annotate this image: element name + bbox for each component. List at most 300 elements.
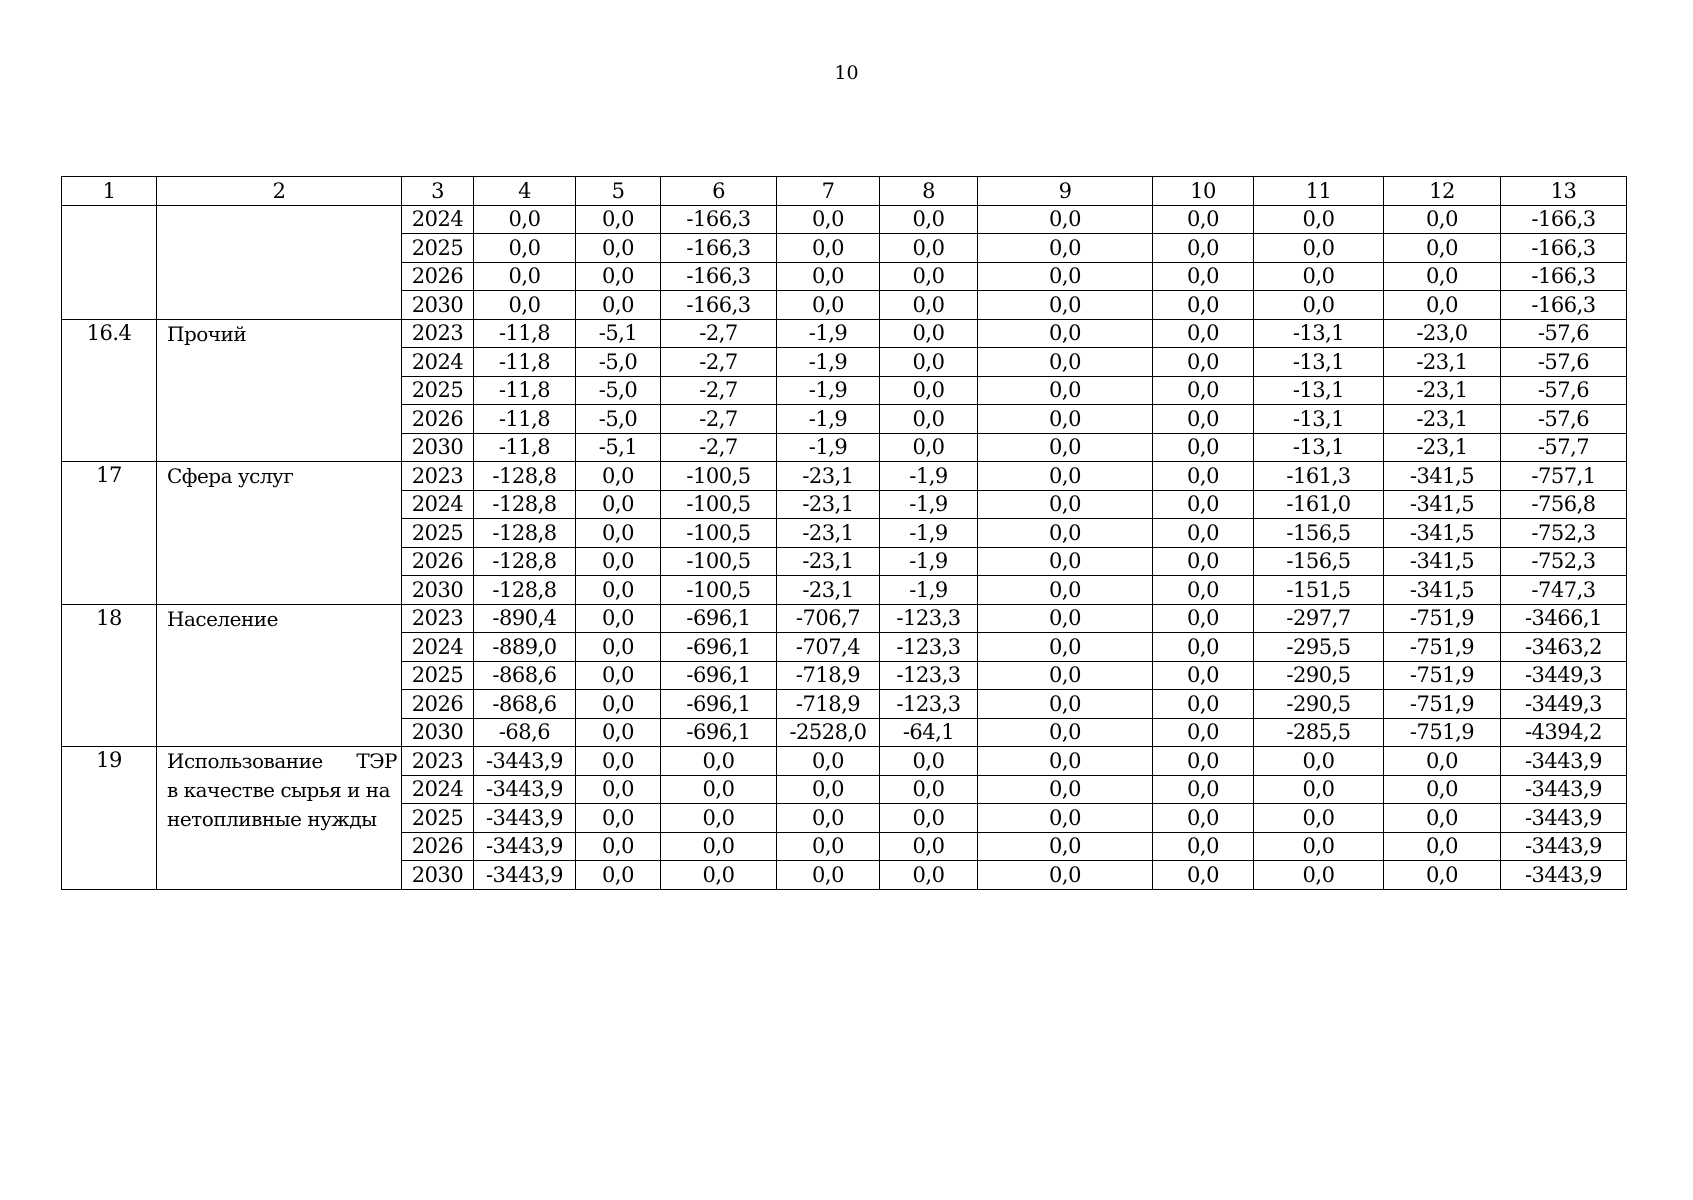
header-cell-col-10: 10: [1153, 177, 1254, 206]
year-cell: 2030: [402, 291, 474, 320]
value-cell-col-8: -123,3: [880, 604, 978, 633]
value-cell-col-5: -5,0: [576, 405, 661, 434]
value-cell-col-4: -868,6: [474, 690, 576, 719]
value-cell-col-10: 0,0: [1153, 775, 1254, 804]
value-cell-col-9: 0,0: [978, 633, 1153, 662]
value-cell-col-7: -1,9: [777, 319, 880, 348]
value-cell-col-11: 0,0: [1254, 832, 1384, 861]
value-cell-col-7: -23,1: [777, 576, 880, 605]
header-cell-col-7: 7: [777, 177, 880, 206]
value-cell-col-6: 0,0: [661, 804, 777, 833]
year-cell: 2030: [402, 433, 474, 462]
energy-balance-table: [61, 176, 1627, 890]
value-cell-col-5: 0,0: [576, 519, 661, 548]
value-cell-col-12: 0,0: [1384, 262, 1501, 291]
value-cell-col-9: 0,0: [978, 604, 1153, 633]
value-cell-col-12: -751,9: [1384, 661, 1501, 690]
value-cell-col-12: 0,0: [1384, 775, 1501, 804]
value-cell-col-6: -696,1: [661, 661, 777, 690]
value-cell-col-9: 0,0: [978, 519, 1153, 548]
value-cell-col-6: -696,1: [661, 633, 777, 662]
year-cell: 2026: [402, 405, 474, 434]
value-cell-col-6: -2,7: [661, 433, 777, 462]
value-cell-col-4: 0,0: [474, 205, 576, 234]
header-cell-col-2: 2: [157, 177, 402, 206]
value-cell-col-9: 0,0: [978, 861, 1153, 890]
year-cell: 2026: [402, 832, 474, 861]
value-cell-col-8: 0,0: [880, 319, 978, 348]
value-cell-col-7: -718,9: [777, 690, 880, 719]
row-number-cell: 17: [62, 462, 157, 605]
value-cell-col-5: 0,0: [576, 604, 661, 633]
row-name-first-line: [167, 747, 397, 776]
value-cell-col-11: 0,0: [1254, 205, 1384, 234]
value-cell-col-10: 0,0: [1153, 205, 1254, 234]
value-cell-col-11: 0,0: [1254, 262, 1384, 291]
value-cell-col-10: 0,0: [1153, 690, 1254, 719]
value-cell-col-9: 0,0: [978, 262, 1153, 291]
value-cell-col-8: 0,0: [880, 747, 978, 776]
value-cell-col-7: -2528,0: [777, 718, 880, 747]
page-number: 10: [834, 62, 859, 84]
value-cell-col-7: -1,9: [777, 405, 880, 434]
value-cell-col-7: -706,7: [777, 604, 880, 633]
value-cell-col-11: -13,1: [1254, 376, 1384, 405]
year-cell: 2030: [402, 718, 474, 747]
value-cell-col-11: 0,0: [1254, 234, 1384, 263]
row-name-cell: Сфера услуг: [157, 462, 402, 605]
row-number-cell: 16.4: [62, 319, 157, 462]
value-cell-col-10: 0,0: [1153, 433, 1254, 462]
value-cell-col-7: 0,0: [777, 804, 880, 833]
value-cell-col-4: -128,8: [474, 462, 576, 491]
value-cell-col-13: -752,3: [1501, 519, 1627, 548]
value-cell-col-10: 0,0: [1153, 319, 1254, 348]
value-cell-col-9: 0,0: [978, 234, 1153, 263]
table-row: [62, 462, 1627, 491]
value-cell-col-13: -57,7: [1501, 433, 1627, 462]
value-cell-col-6: -166,3: [661, 234, 777, 263]
value-cell-col-4: -11,8: [474, 348, 576, 377]
value-cell-col-9: 0,0: [978, 547, 1153, 576]
row-name-rest: в качестве сырья и на нетопливные нужды: [167, 778, 391, 831]
value-cell-col-5: 0,0: [576, 291, 661, 320]
value-cell-col-7: 0,0: [777, 775, 880, 804]
value-cell-col-8: 0,0: [880, 804, 978, 833]
value-cell-col-8: 0,0: [880, 832, 978, 861]
year-cell: 2024: [402, 775, 474, 804]
value-cell-col-6: -100,5: [661, 547, 777, 576]
value-cell-col-11: 0,0: [1254, 861, 1384, 890]
value-cell-col-13: -166,3: [1501, 234, 1627, 263]
header-cell-col-9: 9: [978, 177, 1153, 206]
value-cell-col-4: -11,8: [474, 376, 576, 405]
year-cell: 2030: [402, 861, 474, 890]
value-cell-col-10: 0,0: [1153, 747, 1254, 776]
value-cell-col-11: 0,0: [1254, 804, 1384, 833]
value-cell-col-9: 0,0: [978, 775, 1153, 804]
value-cell-col-10: 0,0: [1153, 861, 1254, 890]
year-cell: 2030: [402, 576, 474, 605]
value-cell-col-11: -285,5: [1254, 718, 1384, 747]
value-cell-col-10: 0,0: [1153, 661, 1254, 690]
value-cell-col-10: 0,0: [1153, 519, 1254, 548]
value-cell-col-11: -161,0: [1254, 490, 1384, 519]
header-cell-col-12: 12: [1384, 177, 1501, 206]
table-row: [62, 747, 1627, 776]
value-cell-col-12: -751,9: [1384, 718, 1501, 747]
value-cell-col-8: -64,1: [880, 718, 978, 747]
value-cell-col-13: -4394,2: [1501, 718, 1627, 747]
value-cell-col-7: -23,1: [777, 462, 880, 491]
value-cell-col-10: 0,0: [1153, 348, 1254, 377]
value-cell-col-12: -751,9: [1384, 633, 1501, 662]
value-cell-col-5: 0,0: [576, 747, 661, 776]
value-cell-col-9: 0,0: [978, 490, 1153, 519]
value-cell-col-13: -3443,9: [1501, 804, 1627, 833]
value-cell-col-10: 0,0: [1153, 376, 1254, 405]
year-cell: 2025: [402, 804, 474, 833]
value-cell-col-12: 0,0: [1384, 234, 1501, 263]
row-number-cell: [62, 205, 157, 319]
value-cell-col-9: 0,0: [978, 661, 1153, 690]
value-cell-col-6: 0,0: [661, 747, 777, 776]
value-cell-col-12: 0,0: [1384, 861, 1501, 890]
value-cell-col-8: 0,0: [880, 205, 978, 234]
value-cell-col-6: -696,1: [661, 604, 777, 633]
row-name-cell: Население: [157, 604, 402, 747]
value-cell-col-8: 0,0: [880, 433, 978, 462]
value-cell-col-10: 0,0: [1153, 462, 1254, 491]
year-cell: 2026: [402, 547, 474, 576]
value-cell-col-6: -696,1: [661, 718, 777, 747]
value-cell-col-11: -297,7: [1254, 604, 1384, 633]
value-cell-col-11: -156,5: [1254, 519, 1384, 548]
value-cell-col-9: 0,0: [978, 291, 1153, 320]
value-cell-col-10: 0,0: [1153, 547, 1254, 576]
value-cell-col-9: 0,0: [978, 690, 1153, 719]
value-cell-col-7: -1,9: [777, 348, 880, 377]
value-cell-col-4: -868,6: [474, 661, 576, 690]
value-cell-col-7: 0,0: [777, 234, 880, 263]
value-cell-col-9: 0,0: [978, 576, 1153, 605]
value-cell-col-13: -3449,3: [1501, 690, 1627, 719]
value-cell-col-9: 0,0: [978, 433, 1153, 462]
value-cell-col-4: -3443,9: [474, 861, 576, 890]
value-cell-col-12: -23,1: [1384, 433, 1501, 462]
value-cell-col-9: 0,0: [978, 319, 1153, 348]
value-cell-col-4: -890,4: [474, 604, 576, 633]
value-cell-col-8: -123,3: [880, 633, 978, 662]
value-cell-col-13: -757,1: [1501, 462, 1627, 491]
value-cell-col-4: 0,0: [474, 291, 576, 320]
value-cell-col-11: -13,1: [1254, 433, 1384, 462]
value-cell-col-8: -123,3: [880, 661, 978, 690]
value-cell-col-6: -2,7: [661, 376, 777, 405]
year-cell: 2023: [402, 604, 474, 633]
header-cell-col-1: 1: [62, 177, 157, 206]
value-cell-col-7: 0,0: [777, 747, 880, 776]
year-cell: 2025: [402, 519, 474, 548]
value-cell-col-4: -11,8: [474, 433, 576, 462]
value-cell-col-10: 0,0: [1153, 832, 1254, 861]
value-cell-col-9: 0,0: [978, 348, 1153, 377]
row-number-cell: 18: [62, 604, 157, 747]
value-cell-col-12: 0,0: [1384, 205, 1501, 234]
value-cell-col-5: 0,0: [576, 661, 661, 690]
value-cell-col-10: 0,0: [1153, 576, 1254, 605]
value-cell-col-10: 0,0: [1153, 405, 1254, 434]
value-cell-col-12: -341,5: [1384, 519, 1501, 548]
value-cell-col-5: 0,0: [576, 861, 661, 890]
value-cell-col-12: -751,9: [1384, 690, 1501, 719]
value-cell-col-8: 0,0: [880, 376, 978, 405]
value-cell-col-7: -707,4: [777, 633, 880, 662]
value-cell-col-12: 0,0: [1384, 291, 1501, 320]
value-cell-col-6: -100,5: [661, 490, 777, 519]
value-cell-col-4: -3443,9: [474, 747, 576, 776]
value-cell-col-5: -5,1: [576, 433, 661, 462]
value-cell-col-7: -1,9: [777, 376, 880, 405]
header-cell-col-4: 4: [474, 177, 576, 206]
value-cell-col-12: -341,5: [1384, 462, 1501, 491]
value-cell-col-13: -3449,3: [1501, 661, 1627, 690]
value-cell-col-8: -1,9: [880, 547, 978, 576]
value-cell-col-4: -128,8: [474, 547, 576, 576]
value-cell-col-5: 0,0: [576, 576, 661, 605]
value-cell-col-13: -57,6: [1501, 405, 1627, 434]
value-cell-col-10: 0,0: [1153, 490, 1254, 519]
value-cell-col-6: -100,5: [661, 462, 777, 491]
value-cell-col-8: -1,9: [880, 576, 978, 605]
row-name-cell: [157, 205, 402, 319]
value-cell-col-10: 0,0: [1153, 804, 1254, 833]
value-cell-col-7: -23,1: [777, 547, 880, 576]
value-cell-col-9: 0,0: [978, 405, 1153, 434]
value-cell-col-6: -696,1: [661, 690, 777, 719]
value-cell-col-12: -23,1: [1384, 376, 1501, 405]
year-cell: 2025: [402, 234, 474, 263]
value-cell-col-6: -100,5: [661, 576, 777, 605]
year-cell: 2024: [402, 205, 474, 234]
value-cell-col-4: -11,8: [474, 319, 576, 348]
header-cell-col-11: 11: [1254, 177, 1384, 206]
value-cell-col-7: 0,0: [777, 832, 880, 861]
value-cell-col-11: -295,5: [1254, 633, 1384, 662]
value-cell-col-6: -2,7: [661, 348, 777, 377]
table-header: [62, 177, 1627, 206]
value-cell-col-11: -161,3: [1254, 462, 1384, 491]
value-cell-col-9: 0,0: [978, 804, 1153, 833]
value-cell-col-10: 0,0: [1153, 262, 1254, 291]
value-cell-col-5: 0,0: [576, 718, 661, 747]
value-cell-col-12: -341,5: [1384, 547, 1501, 576]
value-cell-col-5: 0,0: [576, 234, 661, 263]
value-cell-col-6: -166,3: [661, 205, 777, 234]
value-cell-col-5: 0,0: [576, 205, 661, 234]
value-cell-col-13: -57,6: [1501, 319, 1627, 348]
value-cell-col-10: 0,0: [1153, 291, 1254, 320]
value-cell-col-4: -3443,9: [474, 804, 576, 833]
value-cell-col-9: 0,0: [978, 747, 1153, 776]
value-cell-col-7: 0,0: [777, 861, 880, 890]
value-cell-col-10: 0,0: [1153, 604, 1254, 633]
value-cell-col-9: 0,0: [978, 718, 1153, 747]
value-cell-col-7: 0,0: [777, 262, 880, 291]
table-row: [62, 604, 1627, 633]
value-cell-col-12: -23,0: [1384, 319, 1501, 348]
value-cell-col-11: 0,0: [1254, 775, 1384, 804]
table-row: [62, 205, 1627, 234]
value-cell-col-13: -166,3: [1501, 205, 1627, 234]
value-cell-col-12: 0,0: [1384, 747, 1501, 776]
value-cell-col-8: 0,0: [880, 348, 978, 377]
value-cell-col-8: 0,0: [880, 861, 978, 890]
value-cell-col-13: -3443,9: [1501, 775, 1627, 804]
header-cell-col-5: 5: [576, 177, 661, 206]
year-cell: 2024: [402, 490, 474, 519]
row-name-part: ТЭР: [356, 749, 397, 773]
value-cell-col-4: 0,0: [474, 234, 576, 263]
value-cell-col-11: -156,5: [1254, 547, 1384, 576]
value-cell-col-12: -341,5: [1384, 490, 1501, 519]
value-cell-col-5: 0,0: [576, 633, 661, 662]
value-cell-col-4: -889,0: [474, 633, 576, 662]
value-cell-col-4: -3443,9: [474, 775, 576, 804]
value-cell-col-9: 0,0: [978, 205, 1153, 234]
header-row: [62, 177, 1627, 206]
value-cell-col-6: 0,0: [661, 775, 777, 804]
value-cell-col-5: 0,0: [576, 462, 661, 491]
value-cell-col-4: -68,6: [474, 718, 576, 747]
year-cell: 2025: [402, 661, 474, 690]
value-cell-col-12: -341,5: [1384, 576, 1501, 605]
header-cell-col-13: 13: [1501, 177, 1627, 206]
value-cell-col-6: 0,0: [661, 861, 777, 890]
value-cell-col-13: -3466,1: [1501, 604, 1627, 633]
value-cell-col-13: -756,8: [1501, 490, 1627, 519]
row-number-cell: 19: [62, 747, 157, 890]
value-cell-col-5: 0,0: [576, 547, 661, 576]
header-cell-col-3: 3: [402, 177, 474, 206]
year-cell: 2023: [402, 319, 474, 348]
value-cell-col-7: -23,1: [777, 519, 880, 548]
value-cell-col-13: -57,6: [1501, 348, 1627, 377]
year-cell: 2023: [402, 462, 474, 491]
year-cell: 2024: [402, 348, 474, 377]
value-cell-col-8: -1,9: [880, 490, 978, 519]
value-cell-col-5: 0,0: [576, 775, 661, 804]
year-cell: 2023: [402, 747, 474, 776]
value-cell-col-7: -23,1: [777, 490, 880, 519]
value-cell-col-13: -3463,2: [1501, 633, 1627, 662]
value-cell-col-11: -13,1: [1254, 348, 1384, 377]
value-cell-col-5: 0,0: [576, 262, 661, 291]
value-cell-col-8: 0,0: [880, 291, 978, 320]
value-cell-col-8: 0,0: [880, 234, 978, 263]
table-row: [62, 319, 1627, 348]
value-cell-col-6: -2,7: [661, 319, 777, 348]
value-cell-col-11: 0,0: [1254, 747, 1384, 776]
value-cell-col-7: -1,9: [777, 433, 880, 462]
value-cell-col-8: 0,0: [880, 262, 978, 291]
value-cell-col-12: -23,1: [1384, 348, 1501, 377]
value-cell-col-4: -128,8: [474, 576, 576, 605]
value-cell-col-6: -2,7: [661, 405, 777, 434]
row-name-cell: Прочий: [157, 319, 402, 462]
value-cell-col-13: -747,3: [1501, 576, 1627, 605]
value-cell-col-6: -166,3: [661, 291, 777, 320]
value-cell-col-10: 0,0: [1153, 633, 1254, 662]
value-cell-col-13: -3443,9: [1501, 747, 1627, 776]
value-cell-col-11: -151,5: [1254, 576, 1384, 605]
value-cell-col-12: 0,0: [1384, 804, 1501, 833]
value-cell-col-9: 0,0: [978, 832, 1153, 861]
header-cell-col-8: 8: [880, 177, 978, 206]
year-cell: 2026: [402, 690, 474, 719]
value-cell-col-4: 0,0: [474, 262, 576, 291]
row-name-part: Использование: [167, 749, 323, 773]
value-cell-col-5: -5,1: [576, 319, 661, 348]
value-cell-col-12: -751,9: [1384, 604, 1501, 633]
value-cell-col-5: 0,0: [576, 832, 661, 861]
table-body: [62, 205, 1627, 889]
value-cell-col-10: 0,0: [1153, 234, 1254, 263]
row-name-cell: [157, 747, 402, 890]
value-cell-col-5: -5,0: [576, 348, 661, 377]
value-cell-col-4: -128,8: [474, 519, 576, 548]
value-cell-col-6: -166,3: [661, 262, 777, 291]
value-cell-col-8: -1,9: [880, 519, 978, 548]
value-cell-col-8: -1,9: [880, 462, 978, 491]
value-cell-col-13: -3443,9: [1501, 861, 1627, 890]
value-cell-col-11: -13,1: [1254, 405, 1384, 434]
value-cell-col-7: -718,9: [777, 661, 880, 690]
value-cell-col-7: 0,0: [777, 291, 880, 320]
value-cell-col-6: -100,5: [661, 519, 777, 548]
value-cell-col-5: 0,0: [576, 690, 661, 719]
value-cell-col-5: 0,0: [576, 804, 661, 833]
value-cell-col-13: -57,6: [1501, 376, 1627, 405]
value-cell-col-4: -3443,9: [474, 832, 576, 861]
value-cell-col-8: 0,0: [880, 405, 978, 434]
value-cell-col-9: 0,0: [978, 376, 1153, 405]
value-cell-col-13: -166,3: [1501, 291, 1627, 320]
value-cell-col-11: -13,1: [1254, 319, 1384, 348]
year-cell: 2026: [402, 262, 474, 291]
value-cell-col-11: -290,5: [1254, 661, 1384, 690]
value-cell-col-12: 0,0: [1384, 832, 1501, 861]
value-cell-col-6: 0,0: [661, 832, 777, 861]
header-cell-col-6: 6: [661, 177, 777, 206]
value-cell-col-8: 0,0: [880, 775, 978, 804]
value-cell-col-13: -752,3: [1501, 547, 1627, 576]
value-cell-col-10: 0,0: [1153, 718, 1254, 747]
value-cell-col-4: -128,8: [474, 490, 576, 519]
value-cell-col-5: 0,0: [576, 490, 661, 519]
value-cell-col-9: 0,0: [978, 462, 1153, 491]
value-cell-col-8: -123,3: [880, 690, 978, 719]
value-cell-col-12: -23,1: [1384, 405, 1501, 434]
value-cell-col-11: -290,5: [1254, 690, 1384, 719]
value-cell-col-4: -11,8: [474, 405, 576, 434]
value-cell-col-7: 0,0: [777, 205, 880, 234]
value-cell-col-13: -166,3: [1501, 262, 1627, 291]
value-cell-col-11: 0,0: [1254, 291, 1384, 320]
year-cell: 2024: [402, 633, 474, 662]
value-cell-col-13: -3443,9: [1501, 832, 1627, 861]
year-cell: 2025: [402, 376, 474, 405]
